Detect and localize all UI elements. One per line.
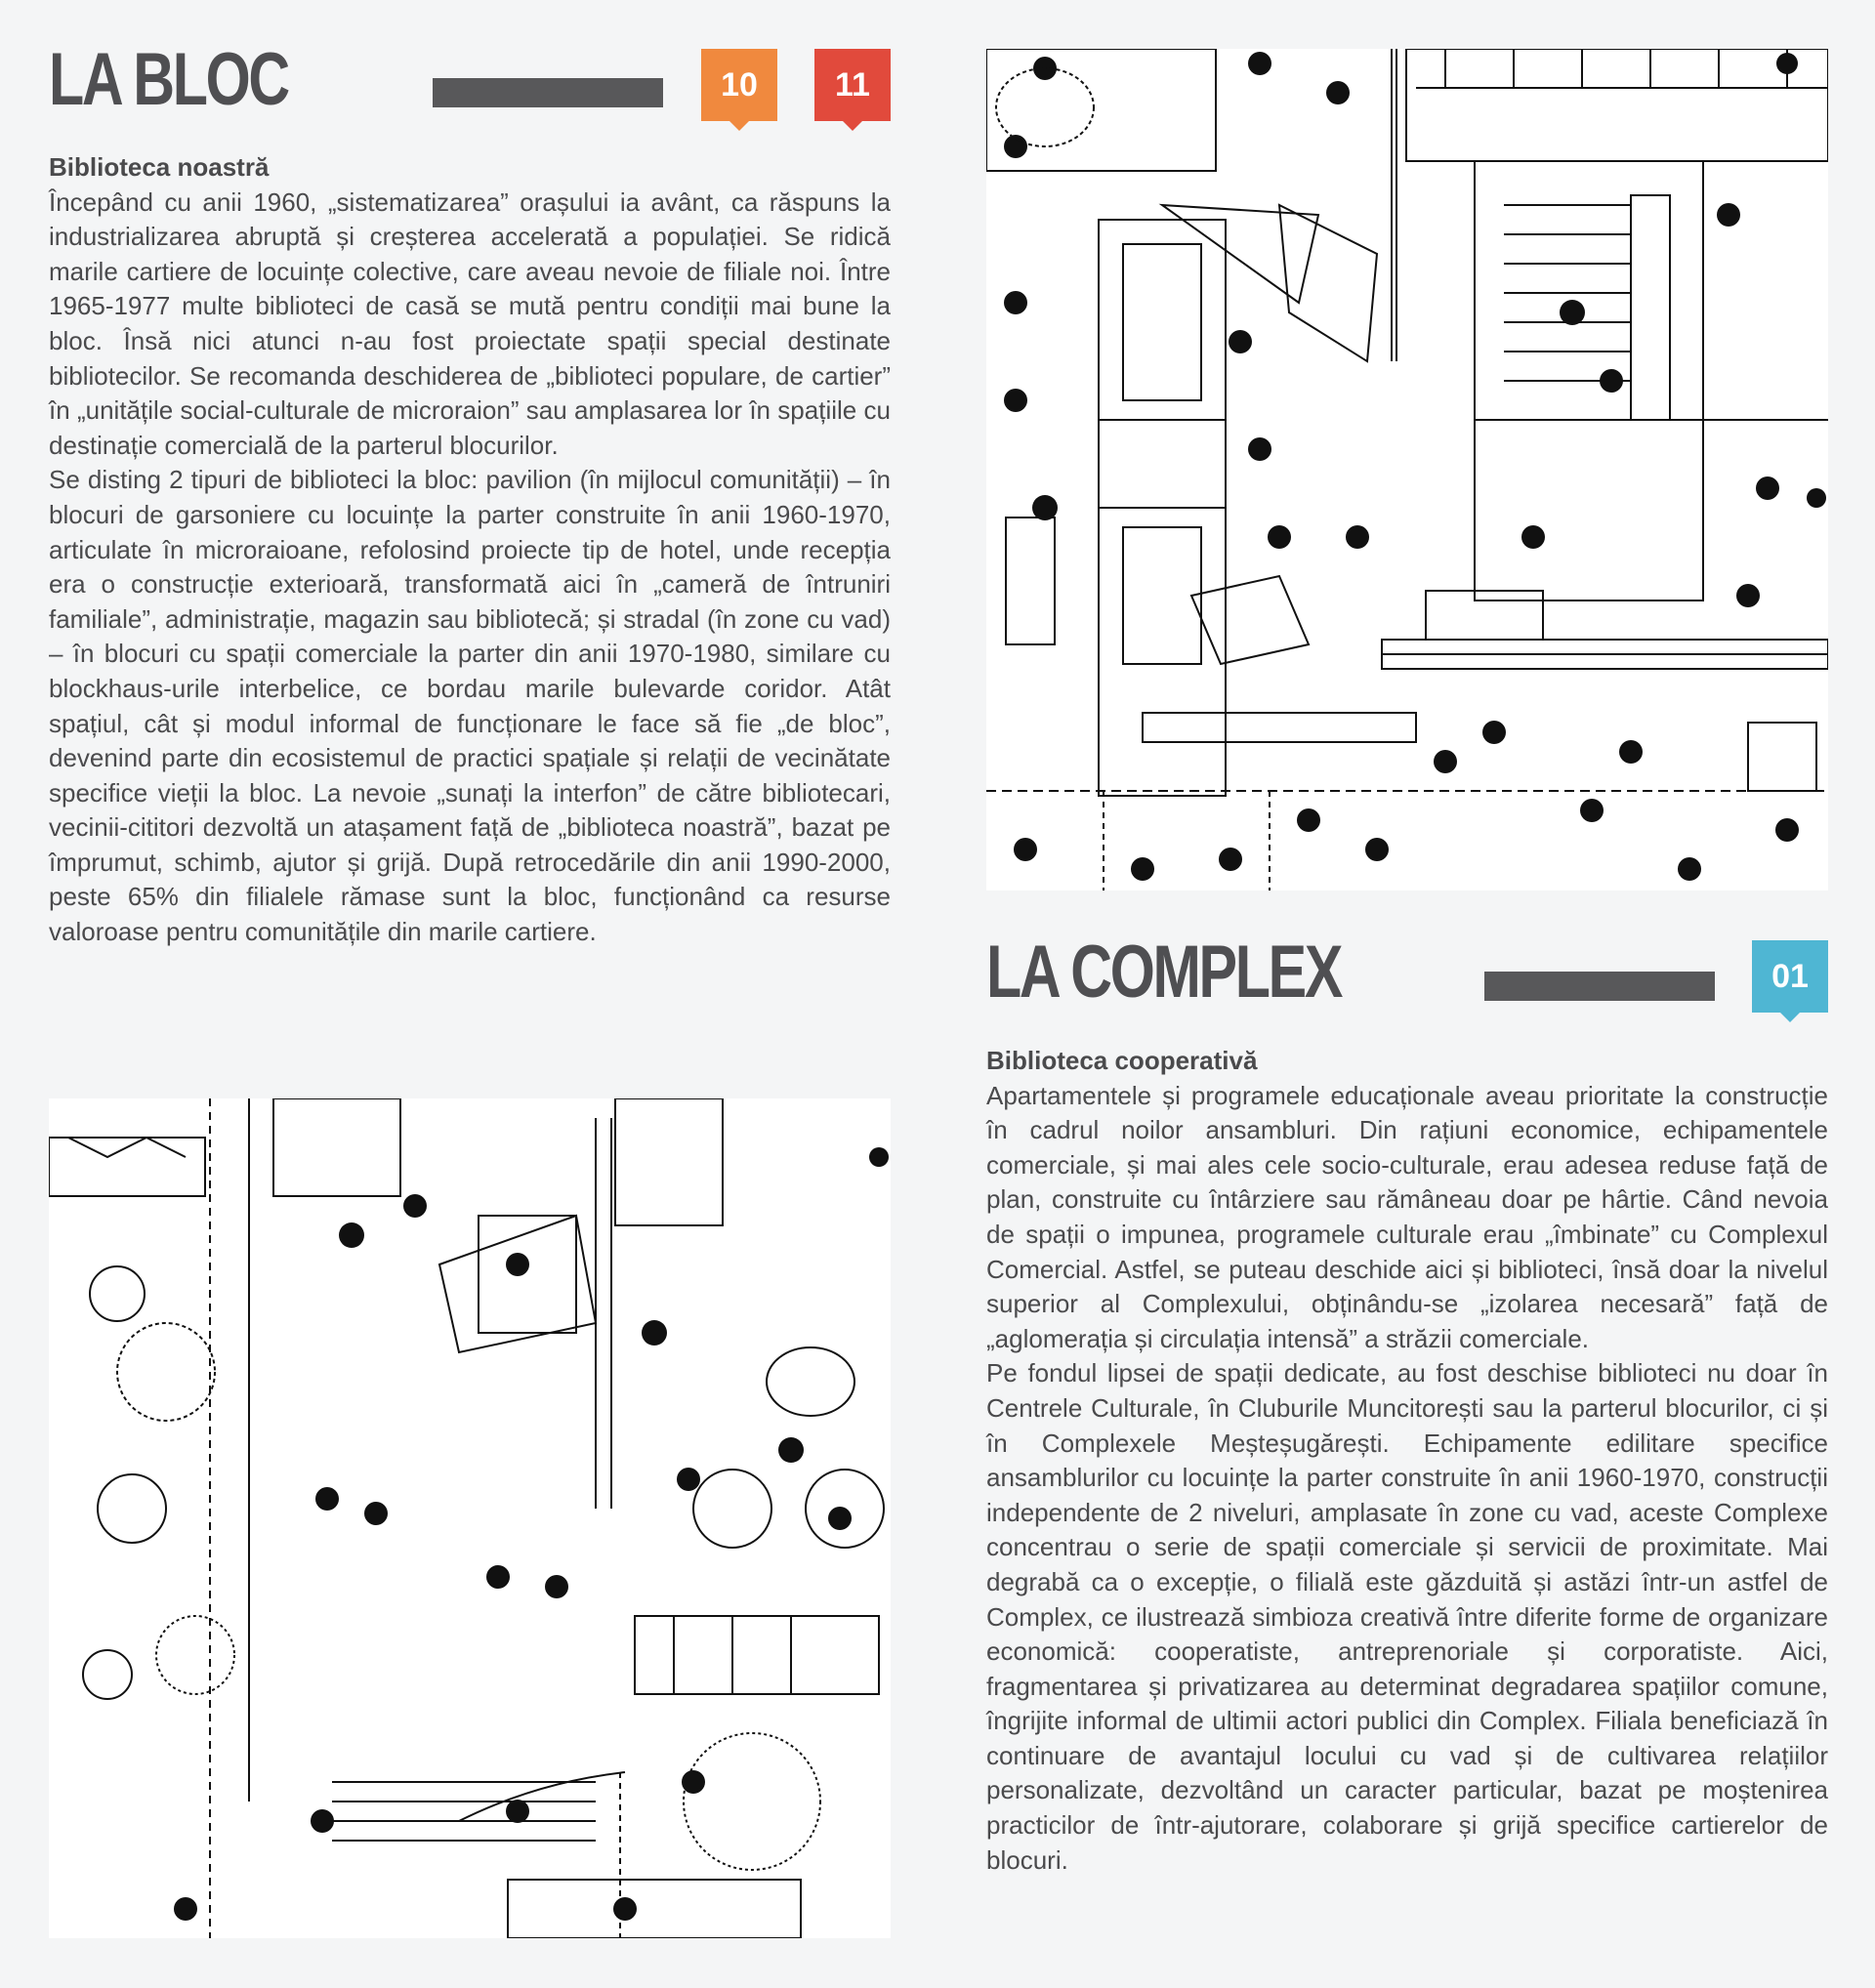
illustration-bloc-courtyard	[49, 1098, 891, 1938]
badge-11: 11	[814, 49, 891, 121]
paragraph: Se disting 2 tipuri de biblioteci la bloc: pavilion (în mijlocul comunității) – în blocuri de garsoniere cu locuințe la parter construite în anii 1960-1970, articulate în microraioane, refolosind proiecte tip de hotel, unde recepția era o construcție exterioară, transformată aici în „cameră de întruniri familiale”, administrație, magazin sau bibliotecă; și stradal (în zone cu vad) – în blocuri cu spații comerciale la parter din anii 1970-1980, similare cu blockhaus-urile interbelice, ce bordau marile bulevarde coridor. Atât spațiul, cât și modul informal de funcționare le face să fie „de bloc”, devenind parte din ecosistemul de practici spațiale și relații de vecinătate specifice vieții la bloc. La nevoie „sunați la interfon” de către bibliotecari, vecinii-cititori dezvoltă un atașament față de „biblioteca noastră”, bazat pe împrumut, schimb, ajutor și grijă. După retrocedările din anii 1990-2000, peste 65% din filialele rămase sunt la bloc, funcționând ca resurse valoroase pentru comunitățile din marile cartiere.	[49, 465, 891, 947]
badge-01: 01	[1752, 940, 1828, 1013]
title-bar-right	[1484, 972, 1715, 1001]
text-block-la-complex	[986, 1044, 1828, 1878]
paragraph: Pe fondul lipsei de spații dedicate, au fost deschise biblioteci nu doar în Centrele Culturale, în Cluburile Muncitorești sau la parterul blocurilor, ci și în Complexele Meșteșugărești. Echipamente edilitare specifice ansamblurilor cu locuințe la parter construite în anii 1960-1970, construcții independente de 2 niveluri, amplasate în zone cu vad, aceste Complexe concentrau o serie de spații comerciale și servicii de proximitate. Mai degrabă ca o excepție, o filială este găzduită și astăzi într-un astfel de Complex, ce ilustrează simbioza creativă între diferite forme de organizare economică: cooperatiste, antreprenoriale și corporatiste. Aici, fragmentarea și privatizarea au determinat degradarea spațiilor comune, îngrijite informal de ultimii actori publici din Complex. Filiala beneficiază în continuare de avantajul locului cu vad și de cultivarea relațiilor personalizate, dezvoltând un caracter particular, bazat pe moștenirea practicilor de într-ajutorare, colaborare și grijă specifice cartierelor de blocuri.	[986, 1358, 1828, 1875]
paragraph: Începând cu anii 1960, „sistematizarea” orașului ia avânt, ca răspuns la industrializarea abruptă și creșterea accelerată a populației. Se ridică marile cartiere de locuințe colective, care aveau nevoie de filiale noi. Între 1965-1977 multe biblioteci de casă se mută pentru condiții mai bune la bloc. Însă nici atunci n-au fost proiectate spații special destinate bibliotecilor. Se recomanda deschiderea de „biblioteci populare, de cartier” în „unitățile social-culturale de microraion” sau amplasarea lor în spațiile cu destinație comercială de la parterul blocurilor.	[49, 186, 891, 460]
title-bar-left	[433, 78, 663, 107]
text-block-la-bloc	[49, 150, 891, 950]
paragraph: Apartamentele și programele educaționale aveau prioritate la construcție în cadrul noilor ansambluri. Din rațiuni economice, echipamentele comerciale, și mai ales cele socio-culturale, erau adesea reduse față de plan, construite cu întârziere sau rămâneau doar pe hârtie. Când nevoia de spații o impunea, programele culturale erau „îmbinate” cu Complexul Comercial. Astfel, se puteau deschide aici și biblioteci, însă doar la nivelul superior al Complexului, obținându-se „izolarea necesară” față de „aglomerația și circulația intensă” a străzii comerciale.	[986, 1080, 1828, 1353]
title-la-bloc: LA BLOC	[49, 38, 288, 121]
subtitle-biblioteca-cooperativa: Biblioteca cooperativă	[986, 1046, 1258, 1075]
illustration-complex-plan	[986, 49, 1828, 890]
subtitle-biblioteca-noastra: Biblioteca noastră	[49, 152, 270, 182]
badge-10: 10	[701, 49, 777, 121]
title-la-complex: LA COMPLEX	[986, 931, 1342, 1014]
